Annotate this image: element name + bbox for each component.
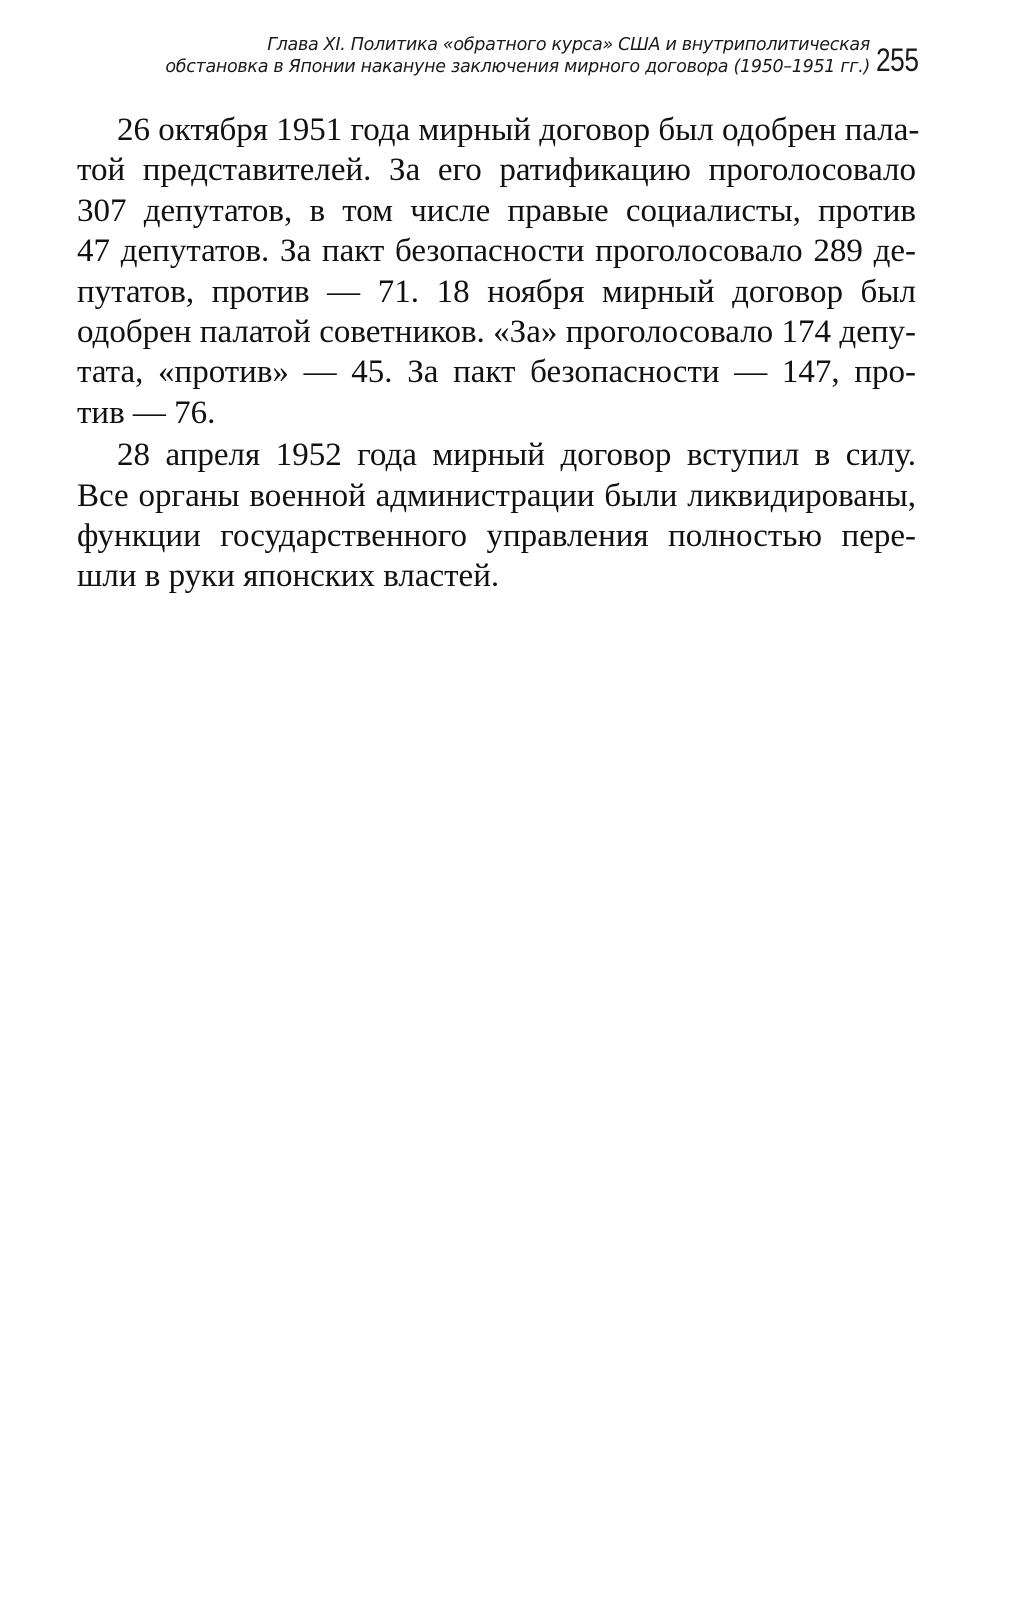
text-line: Все органы военной администрации были ликвидированы,: [77, 477, 916, 514]
running-header: [120, 34, 870, 78]
paragraph-1: [77, 110, 920, 433]
text-line: 28 апреля 1952 года мирный договор вступил в силу.: [117, 437, 916, 474]
page-number: 255: [876, 42, 919, 78]
text-line: 26 октября 1951 года мирный договор был одобрен пала-: [117, 112, 920, 148]
text-line: тата, «против» — 45. За пакт безопасности — 147, про-: [77, 354, 916, 391]
text-line: той представителей. За его ратификацию проголосовало: [77, 152, 916, 189]
text-line: 47 депутатов. За пакт безопасности проголосовало 289 де-: [77, 233, 916, 270]
running-header-line-1: Глава XI. Политика «обратного курса» США и внутриполитическая: [267, 35, 870, 55]
text-line: функции государственного управления полностью пере-: [77, 518, 916, 555]
paragraph-2: [77, 435, 916, 597]
text-line: путатов, против — 71. 18 ноября мирный договор был: [77, 273, 916, 310]
body-text: [77, 110, 920, 597]
text-line: 307 депутатов, в том числе правые социалисты, против: [77, 192, 916, 229]
text-line: тив — 76.: [77, 394, 216, 431]
text-line: шли в руки японских властей.: [77, 558, 500, 595]
running-header-line-2: обстановка в Японии накануне заключения мирного договора (1950–1951 гг.): [165, 57, 870, 77]
text-line: одобрен палатой советников. «За» проголосовало 174 депу-: [77, 314, 916, 351]
